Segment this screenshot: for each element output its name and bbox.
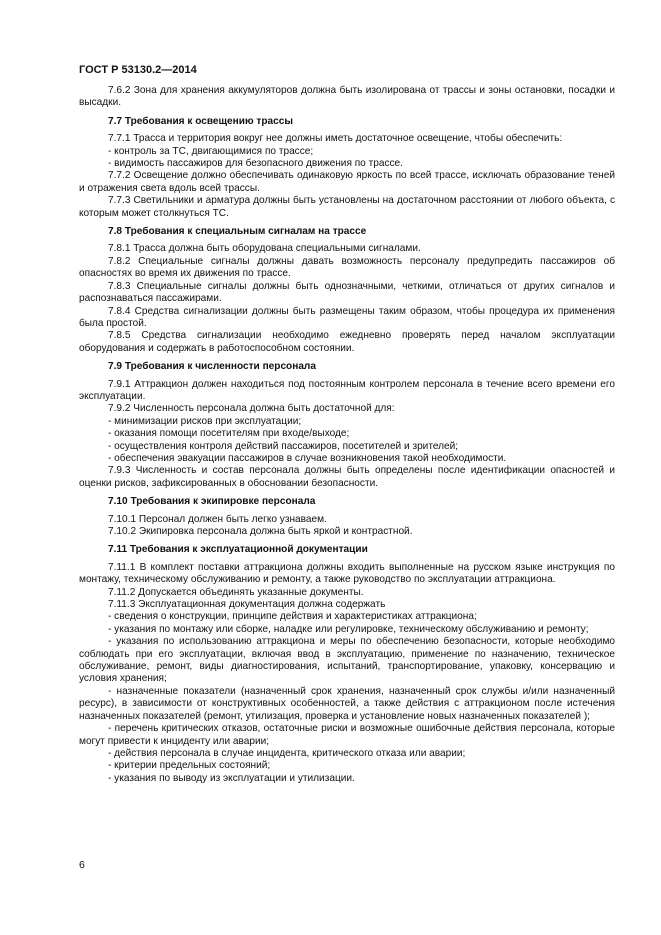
paragraph: - осуществления контроля действий пассажиров, посетителей и зрителей; (108, 440, 459, 452)
paragraph: - указания по использованию аттракциона и меры по обеспечению безопасности, которые необходимо соблюдать при его эксплуатации, включая ввод в эксплуатацию, применение по назначению, техническое обслуживание, ремонт, виды диагностирования, испытаний, транспортирование, упаковку, консервацию и условия хранения; (79, 636, 615, 685)
paragraph: - обеспечения эвакуации пассажиров в случае возникновения такой необходимости. (108, 452, 507, 464)
section-heading: 7.10 Требования к экипировке персонала (108, 496, 316, 508)
section-heading: 7.8 Требования к специальным сигналам на трассе (108, 226, 367, 238)
paragraph: 7.11.3 Эксплуатационная документация должна содержать (108, 599, 386, 611)
paragraph: 7.8.1 Трасса должна быть оборудована специальными сигналами. (108, 243, 421, 255)
paragraph: 7.9.3 Численность и состав персонала должны быть определены после идентификации опасностей и оценки рисков, зафиксированных в обосновании безопасности. (79, 465, 615, 489)
section-heading: 7.7 Требования к освещению трассы (108, 115, 293, 127)
paragraph: 7.8.2 Специальные сигналы должны давать возможность персоналу предупредить пассажиров об опасностях во время их движения по трассе. (79, 255, 615, 280)
page-number: 6 (79, 859, 85, 871)
paragraph: - назначенные показатели (назначенный срок хранения, назначенный срок службы и/или назначенный ресурс), в зависимости от конструктивных особенностей, а также действия с аттракционом после истечения назначенных показателей (ремонт, утилизация, проверка и установление новых назначенных показателей ); (79, 685, 615, 722)
paragraph: - указания по монтажу или сборке, наладке или регулировке, техническому обслуживанию и ремонту; (108, 623, 589, 635)
paragraph: - перечень критических отказов, остаточные риски и возможные ошибочные действия персонала, которые могут привести к инциденту или аварии; (79, 723, 615, 747)
paragraph: - контроль за ТС, двигающимися по трассе; (108, 145, 314, 157)
paragraph: 7.8.4 Средства сигнализации должны быть размещены таким образом, чтобы процедура их применения была простой. (79, 305, 615, 329)
paragraph: - сведения о конструкции, принципе действия и характеристиках аттракциона; (108, 611, 477, 623)
paragraph: 7.6.2 Зона для хранения аккумуляторов должна быть изолирована от трассы и зоны остановки, посадки и высадки. (79, 85, 615, 109)
document-header: ГОСТ Р 53130.2—2014 (79, 64, 197, 76)
section-heading: 7.11 Требования к эксплуатационной документации (108, 544, 368, 556)
paragraph: - указания по выводу из эксплуатации и утилизации. (108, 772, 355, 784)
paragraph: 7.7.2 Освещение должно обеспечивать одинаковую яркость по всей трассе, исключать образование теней и отражения света вдоль всей трассы. (79, 170, 615, 194)
paragraph: 7.10.2 Экипировка персонала должна быть яркой и контрастной. (108, 526, 413, 537)
paragraph: - критерии предельных состояний; (108, 760, 271, 772)
paragraph: 7.9.1 Аттракцион должен находиться под постоянным контролем персонала в течение всего времени его эксплуатации. (79, 378, 615, 402)
paragraph: - минимизации рисков при эксплуатации; (108, 415, 302, 427)
document-body (79, 85, 615, 785)
paragraph: 7.9.2 Численность персонала должна быть достаточной для: (108, 403, 395, 415)
paragraph: 7.11.1 В комплект поставки аттракциона должны входить выполненные на русском языке инструкция по монтажу, техническому обслуживанию и ремонту, а также руководство по эксплуатации аттракциона. (79, 561, 615, 586)
paragraph: 7.10.1 Персонал должен быть легко узнаваем. (108, 513, 327, 525)
section-heading: 7.9 Требования к численности персонала (108, 361, 316, 373)
paragraph: 7.7.1 Трасса и территория вокруг нее должны иметь достаточное освещение, чтобы обеспечить: (108, 133, 563, 145)
paragraph: 7.8.5 Средства сигнализации необходимо ежедневно проверять перед началом эксплуатации оборудования и содержать в работоспособном состоянии. (79, 330, 615, 354)
paragraph: 7.11.2 Допускается объединять указанные документы. (108, 586, 364, 598)
paragraph: - действия персонала в случае инцидента, критического отказа или аварии; (108, 747, 466, 759)
paragraph: - видимость пассажиров для безопасного движения по трассе. (108, 158, 403, 170)
paragraph: 7.8.3 Специальные сигналы должны быть однозначными, четкими, отличаться от других сигналов и распознаваться пассажирами. (79, 280, 615, 305)
paragraph: 7.7.3 Светильники и арматура должны быть установлены на достаточном расстоянии от любого объекта, с которым может столкнуться ТС. (79, 195, 615, 219)
paragraph: - оказания помощи посетителям при входе/выходе; (108, 428, 350, 440)
